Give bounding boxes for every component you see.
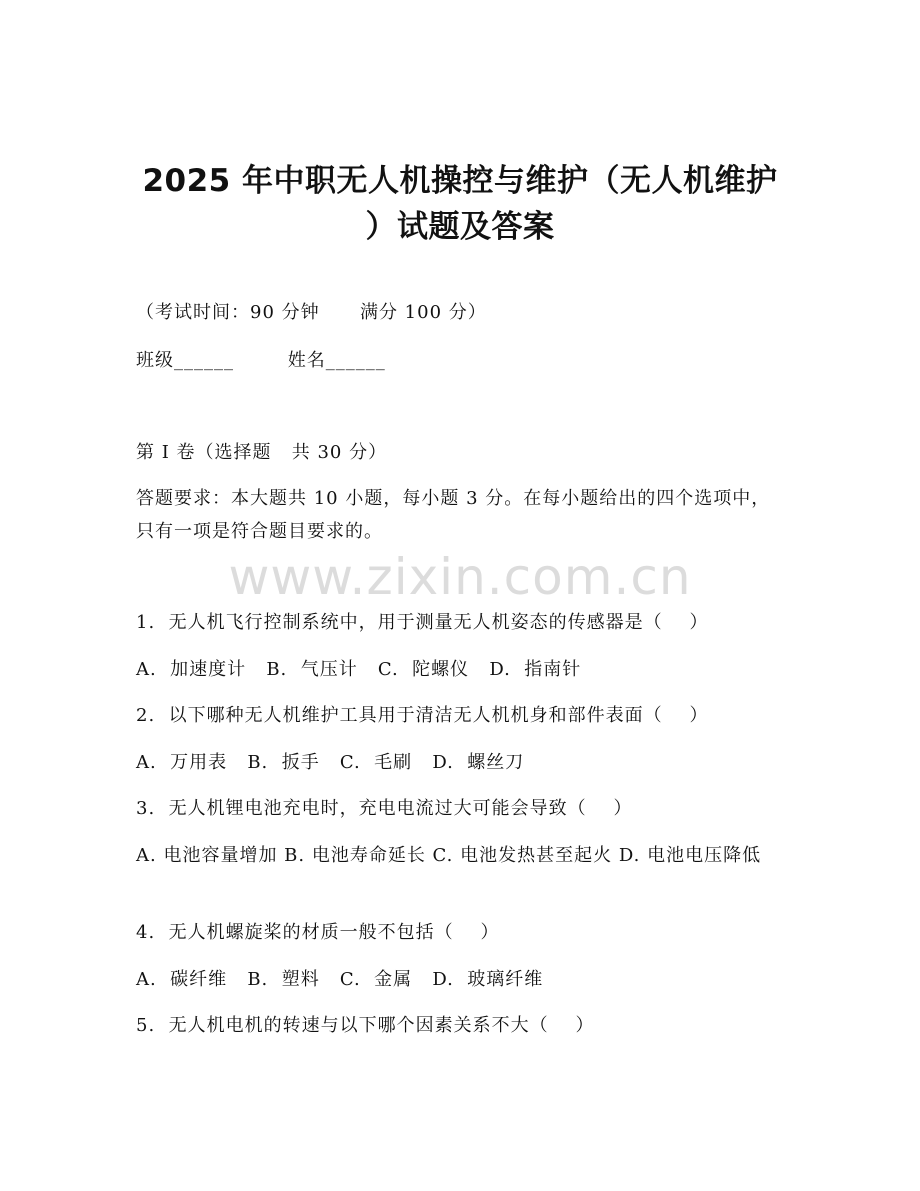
question-4-options: A. 碳纤维 B. 塑料 C. 金属 D. 玻璃纤维 [136, 969, 544, 990]
document-title-line-2: ）试题及答案 [365, 209, 555, 245]
question-5-stem: 5. 无人机电机的转速与以下哪个因素关系不大（ ） [136, 1015, 595, 1036]
instructions: 答题要求：本大题共 10 小题，每小题 3 分。在每小题给出的四个选项中，只有一项是符合题目要求的。 [136, 488, 771, 542]
class-name-line: 班级______ 姓名______ [136, 350, 386, 371]
exam-info: （考试时间：90 分钟 满分 100 分） [136, 302, 487, 323]
question-2-options: A. 万用表 B. 扳手 C. 毛刷 D. 螺丝刀 [136, 752, 525, 773]
question-1-stem: 1. 无人机飞行控制系统中，用于测量无人机姿态的传感器是（ ） [136, 612, 709, 633]
watermark: www.zixin.com.cn [228, 548, 692, 606]
document-title-line-1: 2025 年中职无人机操控与维护（无人机维护 [142, 163, 778, 199]
question-4-stem: 4. 无人机螺旋桨的材质一般不包括（ ） [136, 922, 500, 943]
question-3-options: A. 电池容量增加 B. 电池寿命延长 C. 电池发热甚至起火 D. 电池电压降低 [136, 845, 762, 866]
question-2-stem: 2. 以下哪种无人机维护工具用于清洁无人机机身和部件表面（ ） [136, 705, 709, 726]
question-3-stem: 3. 无人机锂电池充电时，充电电流过大可能会导致（ ） [136, 798, 633, 819]
question-1-options: A. 加速度计 B. 气压计 C. 陀螺仪 D. 指南针 [136, 659, 582, 680]
section-title: 第 I 卷（选择题 共 30 分） [136, 442, 388, 463]
